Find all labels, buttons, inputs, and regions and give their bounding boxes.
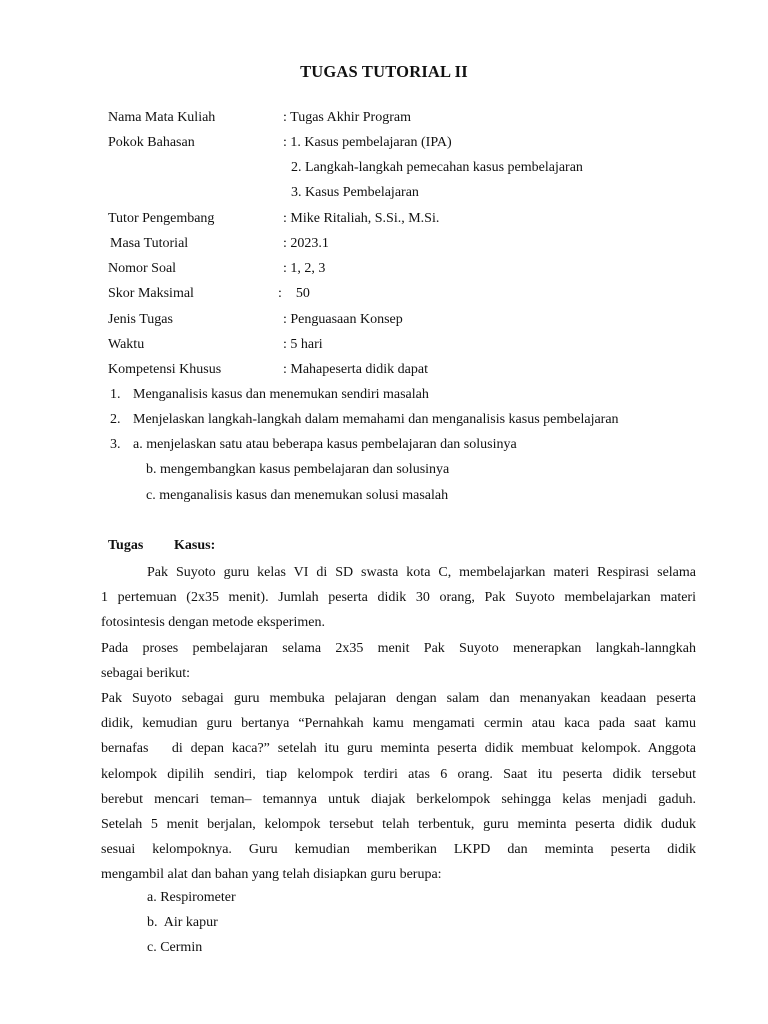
list-subitem: c. menganalisis kasus dan menemukan solusi masalah — [146, 488, 449, 503]
info-value: : Tugas Akhir Program — [283, 110, 411, 125]
info-value: : 2023.1 — [283, 236, 329, 251]
paragraph-line: Pak Suyoto sebagai guru membuka pelajaran dengan salam dan menanyakan keadaan peserta — [101, 691, 696, 706]
tool-item: b. Air kapur — [147, 915, 218, 930]
info-label: Skor Maksimal — [108, 286, 194, 301]
case-paragraph — [101, 686, 696, 888]
list-item: a. menjelaskan satu atau beberapa kasus pembelajaran dan solusinya — [133, 437, 517, 452]
info-label: Tutor Pengembang — [108, 211, 215, 226]
paragraph-line: sesuai kelompoknya. Guru kemudian memberikan LKPD dan meminta peserta didik — [101, 842, 696, 858]
paragraph-line: Pada proses pembelajaran selama 2x35 menit Pak Suyoto menerapkan langkah-lanngkah — [101, 641, 696, 656]
paragraph-line: 1 pertemuan (2x35 menit). Jumlah peserta didik 30 orang, Pak Suyoto membelajarkan materi — [101, 590, 696, 606]
info-label: Waktu — [108, 337, 145, 352]
case-paragraph — [101, 636, 696, 686]
case-heading-word: Tugas — [108, 538, 144, 553]
info-value: : 5 hari — [283, 337, 323, 352]
topic-subitem: 2. Langkah-langkah pemecahan kasus pembelajaran — [291, 160, 583, 175]
paragraph-line: fotosintesis dengan metode eksperimen. — [101, 615, 325, 631]
case-heading-word: Kasus: — [174, 538, 216, 553]
case-paragraph — [101, 560, 696, 636]
list-item: Menganalisis kasus dan menemukan sendiri masalah — [133, 387, 429, 402]
info-label: Pokok Bahasan — [108, 135, 195, 150]
info-label: Nomor Soal — [108, 261, 177, 276]
list-item: Menjelaskan langkah-langkah dalam memahami dan menganalisis kasus pembelajaran — [133, 412, 619, 427]
tool-item: a. Respirometer — [147, 890, 236, 905]
info-value: : Penguasaan Konsep — [283, 312, 403, 327]
info-label: Nama Mata Kuliah — [108, 110, 216, 125]
paragraph-line: didik, kemudian guru bertanya “Pernahkah kamu mengamati cermin atau kaca pada saat kamu — [101, 716, 696, 732]
info-value: : Mahapeserta didik dapat — [283, 362, 429, 377]
paragraph-line: kelompok dipilih sendiri, tiap kelompok terdiri atas 6 orang. Saat itu peserta didik tersebut — [101, 766, 696, 782]
topic-subitem: 3. Kasus Pembelajaran — [291, 185, 419, 200]
info-value: : 1, 2, 3 — [283, 261, 326, 276]
list-number: 3. — [110, 437, 121, 452]
paragraph-line: Pak Suyoto guru kelas VI di SD swasta kota C, membelajarkan materi Respirasi selama — [147, 565, 696, 580]
paragraph-line: mengambil alat dan bahan yang telah disiapkan guru berupa: — [101, 867, 442, 883]
info-value: : Mike Ritaliah, S.Si., M.Si. — [283, 211, 440, 226]
paragraph-line: Setelah 5 menit berjalan, kelompok tersebut telah terbentuk, guru meminta peserta didik duduk — [101, 816, 696, 832]
info-label: Kompetensi Khusus — [108, 362, 222, 377]
paragraph-line: bernafas di depan kaca?” setelah itu guru meminta peserta didik membuat kelompok. Anggota — [101, 741, 696, 757]
paragraph-line: berebut mencari teman– temannya untuk diajak berkelompok sehingga kelas menjadi gaduh. — [101, 791, 696, 807]
info-value: : 1. Kasus pembelajaran (IPA) — [283, 135, 452, 150]
document-title: TUGAS TUTORIAL II — [300, 62, 468, 81]
info-value: : 50 — [278, 286, 310, 301]
list-subitem: b. mengembangkan kasus pembelajaran dan solusinya — [146, 462, 450, 477]
info-label: Masa Tutorial — [110, 236, 189, 251]
list-number: 1. — [110, 387, 121, 402]
tool-item: c. Cermin — [147, 940, 203, 955]
list-number: 2. — [110, 412, 121, 427]
info-label: Jenis Tugas — [108, 312, 173, 327]
paragraph-line: sebagai berikut: — [101, 666, 191, 682]
